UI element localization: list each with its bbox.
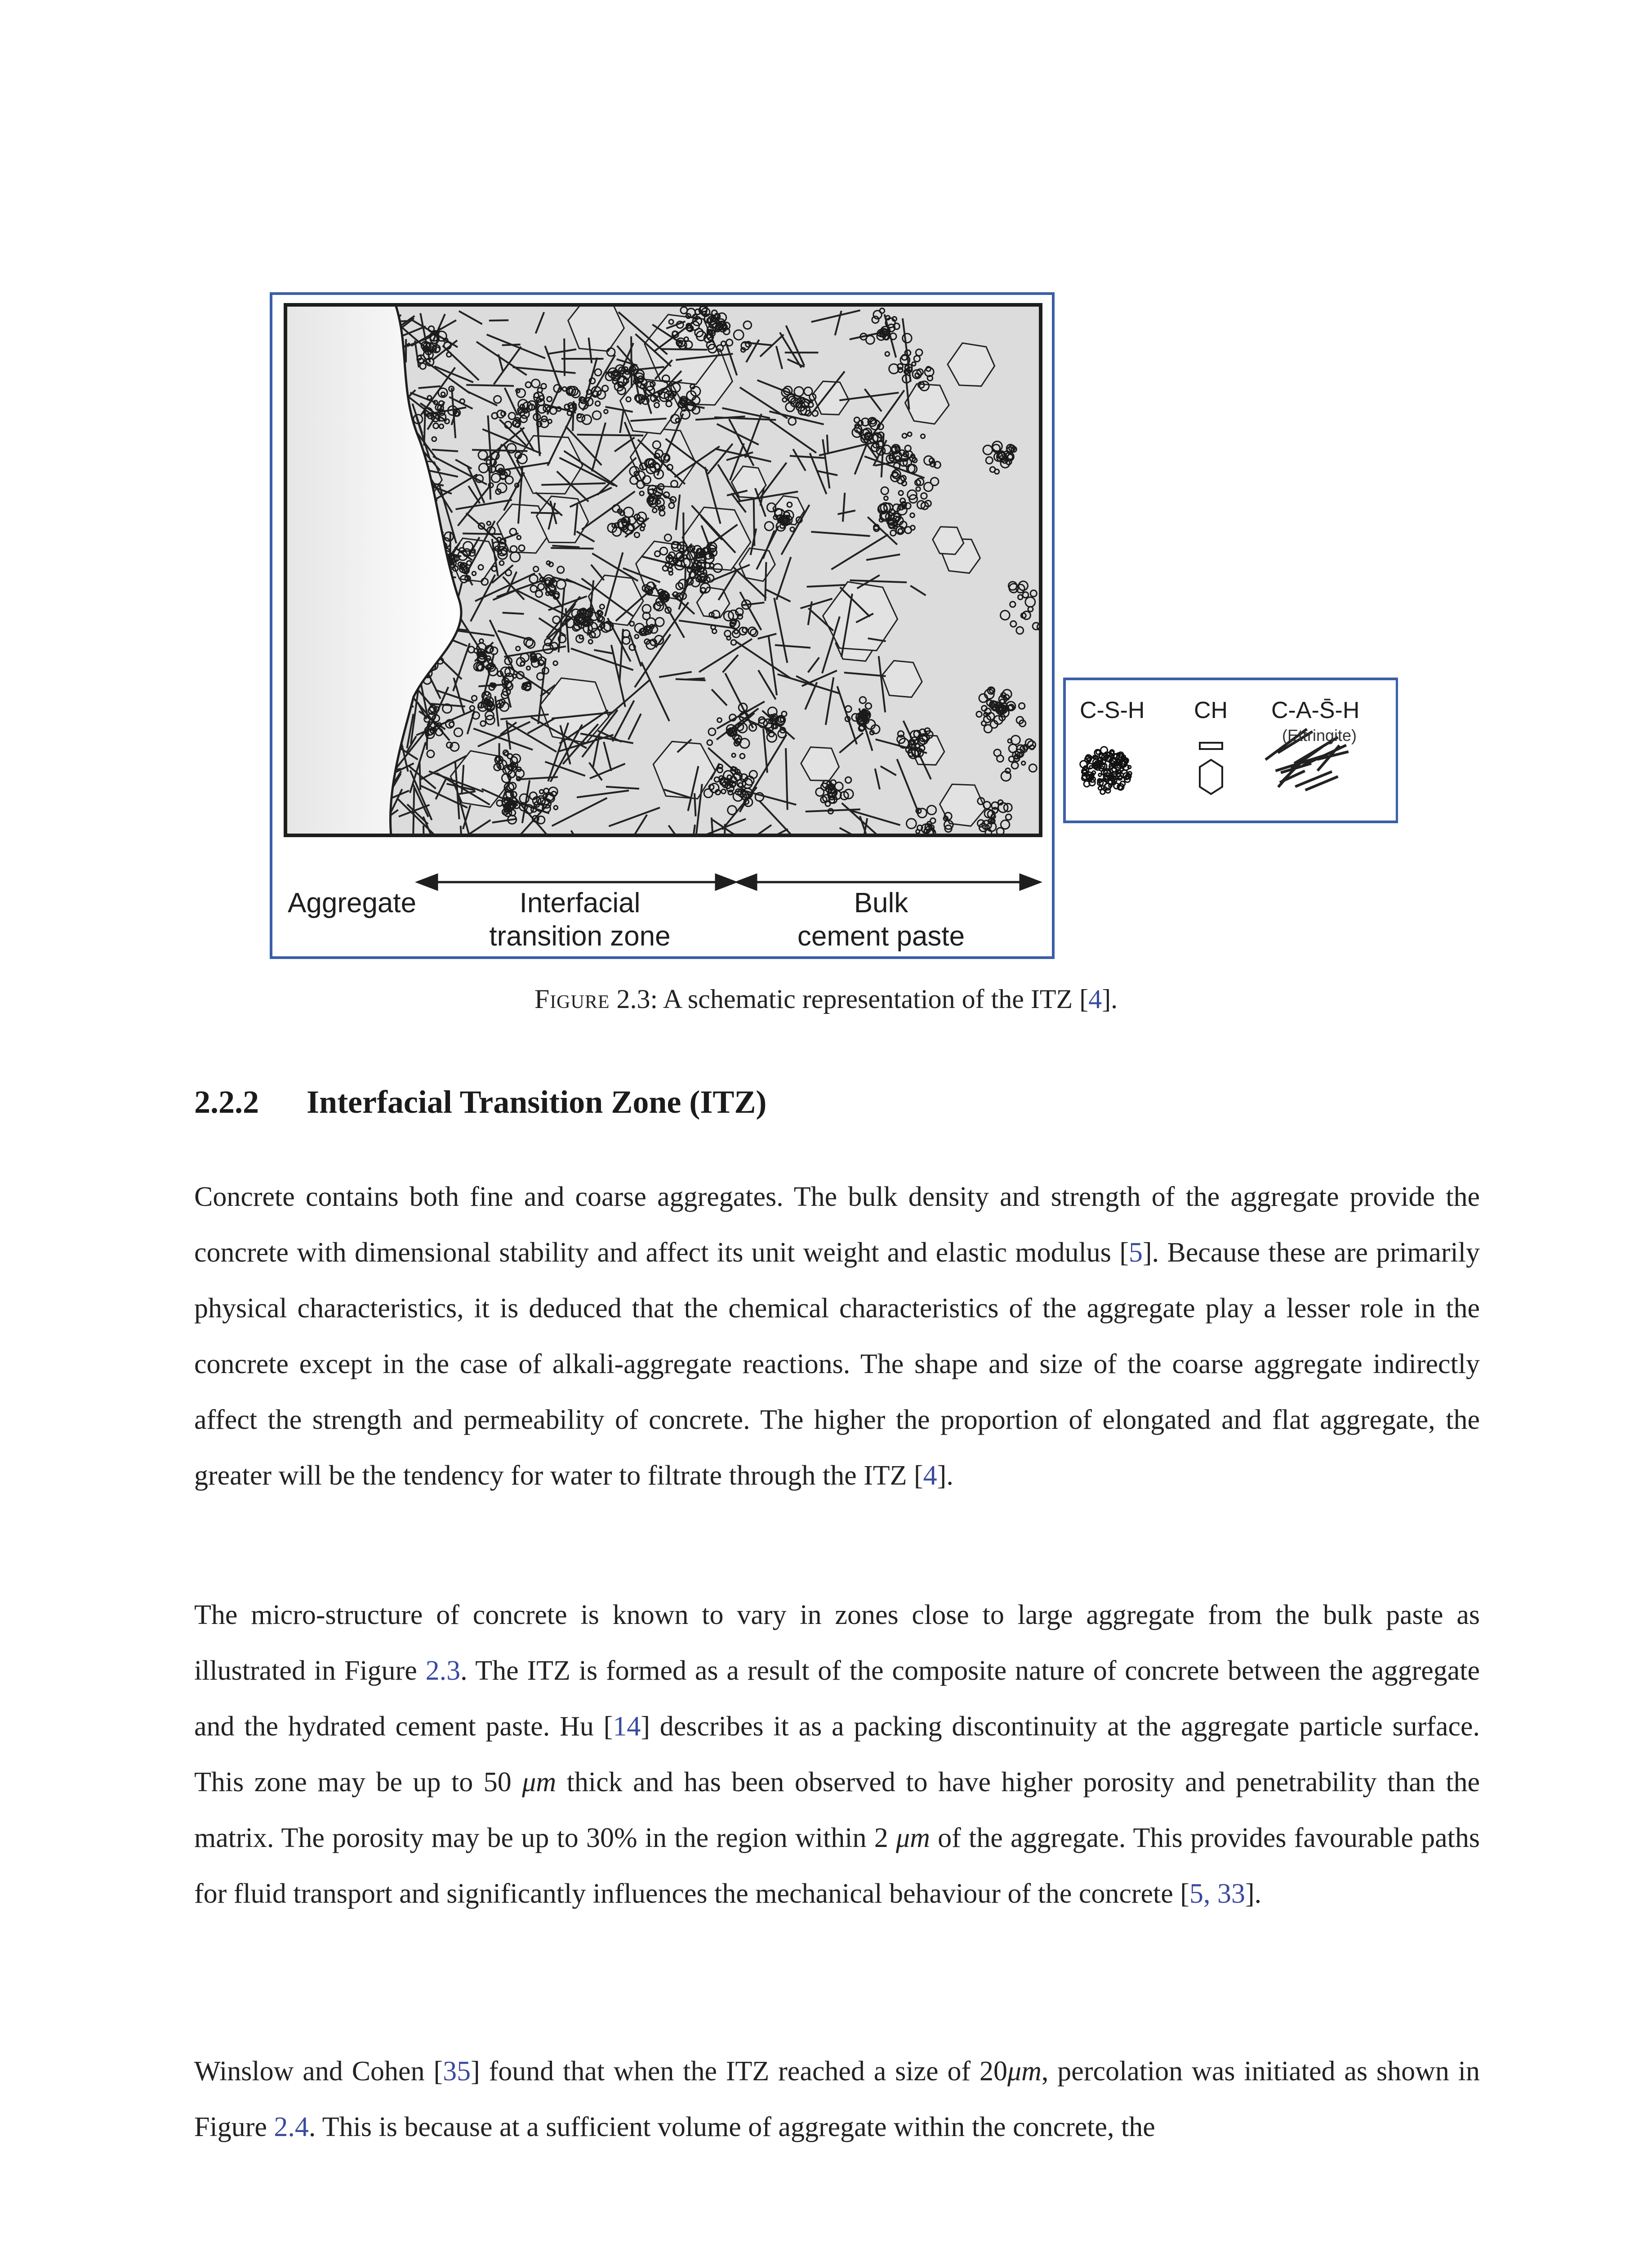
citation-link[interactable]: 5 [1128, 1237, 1143, 1268]
text-run: ]. [1245, 1878, 1262, 1909]
caption-ref-close: ]. [1102, 984, 1118, 1014]
paragraph-1 [194, 1169, 1480, 1503]
ettringite-needle [551, 548, 594, 549]
legend-csh-label: C-S-H [1080, 697, 1145, 723]
ettringite-needle [577, 435, 644, 436]
itz-schematic-figure [270, 292, 1398, 960]
text-run: ]. [937, 1460, 953, 1491]
bulk-label-line1: Bulk [854, 888, 908, 919]
citation-link[interactable]: 4 [1088, 984, 1102, 1014]
ettringite-needle [754, 500, 755, 546]
figure-caption [0, 984, 1652, 1015]
section-heading [194, 1084, 766, 1121]
citation-link[interactable]: 14 [613, 1711, 641, 1742]
text-run: , percolation was initiated as shown in Figure [194, 2056, 1480, 2142]
citation-link[interactable]: 35 [443, 2056, 471, 2087]
unit-micrometre: μm [1007, 2056, 1042, 2087]
text-run: of the aggregate. This provides favourable paths for fluid transport and significantly influences the mechanical behaviour of the concrete [ [194, 1823, 1480, 1909]
ettringite-needle [695, 793, 696, 816]
figure-ref-link[interactable]: 2.3 [425, 1655, 461, 1686]
text-run: ] describes it as a packing discontinuity at the aggregate particle surface. This zone may be up to 50 [194, 1711, 1480, 1798]
text-run: ]. Because these are primarily physical characteristics, it is deduced that the chemical characteristics of the aggregate play a lesser role in the concrete except in the case of alkali-aggregate reactions. The shape and size of the coarse aggregate indirectly affect the strength and permeability of concrete. The higher the proportion of elongated and flat aggregate, the greater will be the tendency for water to filtrate through the ITZ [ [194, 1237, 1480, 1491]
citation-link[interactable]: 4 [923, 1460, 937, 1491]
text-run: Concrete contains both fine and coarse aggregates. The bulk density and strength of the aggregate provide the concrete with dimensional stability and affect its unit weight and elastic modulus [ [194, 1182, 1480, 1268]
itz-label-line1: Interfacial [519, 888, 641, 919]
text-run: The micro-structure of concrete is known to vary in zones close to large aggregate from the bulk paste as illustrated in Figure [194, 1600, 1480, 1686]
legend-ettringite-label: (Ettringite) [1282, 726, 1357, 745]
text-run: . This is because at a sufficient volume of aggregate within the concrete, the [308, 2112, 1155, 2142]
paragraph-2 [194, 1587, 1480, 1922]
itz-label-line2: transition zone [489, 921, 671, 952]
ettringite-needle [503, 613, 524, 614]
legend-casm-label: C-A-S̄-H [1271, 697, 1360, 723]
figure-ref-link[interactable]: 2.4 [274, 2112, 309, 2142]
ettringite-needle [827, 435, 828, 453]
ettringite-needle [564, 339, 565, 376]
unit-micrometre: μm [895, 1823, 930, 1853]
ettringite-needle [463, 534, 502, 535]
caption-ref-open: [ [1073, 984, 1089, 1014]
citation-link[interactable]: 5, 33 [1189, 1878, 1245, 1909]
caption-figure-word: Figure [534, 984, 610, 1014]
text-run: thick and has been observed to have higher porosity and penetrability than the matrix. The porosity may be up to 30% in the region within 2 [194, 1767, 1480, 1853]
bulk-label-line2: cement paste [797, 921, 965, 952]
aggregate-label: Aggregate [288, 888, 417, 919]
legend-ch-label: CH [1194, 697, 1228, 723]
section-number: 2.2.2 [194, 1084, 259, 1120]
text-run: ] found that when the ITZ reached a size of 20 [471, 2056, 1007, 2087]
ettringite-needle [683, 513, 684, 562]
itz-schematic-drawing [270, 292, 1398, 960]
caption-number: 2.3: [616, 984, 658, 1014]
text-run: Winslow and Cohen [ [194, 2056, 443, 2087]
ettringite-needle [489, 320, 508, 321]
unit-micrometre: μm [522, 1767, 557, 1798]
paragraph-3 [194, 2043, 1480, 2155]
text-run: . The ITZ is formed as a result of the composite nature of concrete between the aggregate and the hydrated cement paste. Hu [ [194, 1655, 1480, 1742]
caption-text: A schematic representation of the ITZ [663, 984, 1073, 1014]
section-title: Interfacial Transition Zone (ITZ) [307, 1084, 767, 1120]
ettringite-needle [466, 385, 514, 386]
ettringite-needle [687, 678, 705, 680]
ettringite-needle [765, 562, 766, 601]
